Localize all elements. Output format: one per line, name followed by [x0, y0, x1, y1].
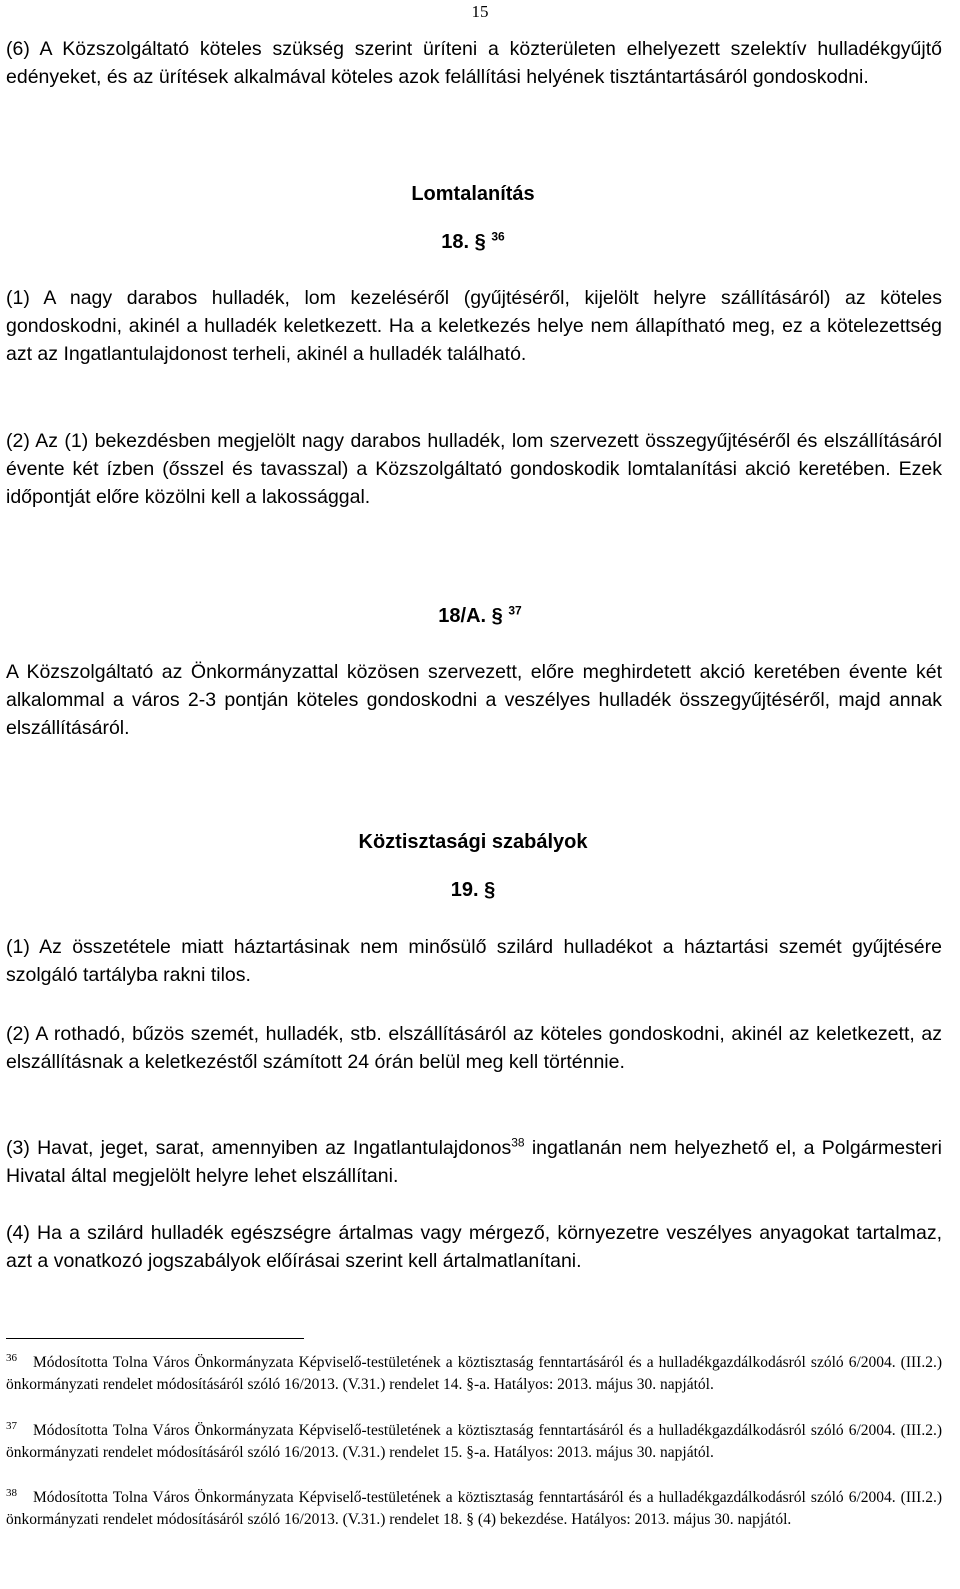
footnote-ref-36[interactable]: 36: [491, 229, 505, 244]
section-18a-heading: [0, 602, 960, 630]
footnote-37: [6, 1420, 942, 1463]
footnote-36-number: 36: [6, 1351, 17, 1364]
section-18a-label: 18/A. §: [438, 605, 503, 627]
footnote-ref-38[interactable]: 38: [511, 1135, 525, 1150]
section-19-paragraph-1: (1) Az összetétele miatt háztartásinak nem minősülő szilárd hulladékot a háztartási szemét gyűjtésére szolgáló tartályba rakni tilos.: [6, 936, 942, 986]
section-18a-paragraph: A Közszolgáltató az Önkormányzattal közösen szervezett, előre meghirdetett akció keretében évente két alkalommal a város 2-3 pontján köteles gondoskodni a veszélyes hulladék összegyűjtéséről, majd annak elszállításáról.: [6, 661, 942, 739]
footnote-38-text: Módosította Tolna Város Önkormányzata Képviselő-testületének a köztisztaság fenntartásáról és a hulladékgazdálkodásról szóló 6/2004. (III.2.) önkormányzati rendelet módosításáról szóló 16/2013. (V.31.) rendelet 18. § (4) bekezdése. Hatályos: 2013. május 30. napjától.: [6, 1489, 942, 1528]
footnote-38-number: 38: [6, 1486, 17, 1499]
footnote-38: [6, 1487, 942, 1530]
paragraph-6: (6) A Közszolgáltató köteles szükség szerint üríteni a közterületen elhelyezett szelektív hulladékgyűjtő edényeket, és az ürítések alkalmával köteles azok felállítási helyének tisztántartásáról gondoskodni.: [6, 38, 942, 88]
section-19-paragraph-3-part-a: (3) Havat, jeget, sarat, amennyiben az Ingatlantulajdonos: [6, 1137, 512, 1159]
footnote-36-text: Módosította Tolna Város Önkormányzata Képviselő-testületének a köztisztaság fenntartásáról és a hulladékgazdálkodásról szóló 6/2004. (III.2.) önkormányzati rendelet módosításáról szóló 16/2013. (V.31.) rendelet 14. §-a. Hatályos: 2013. május 30. napjától.: [6, 1354, 942, 1393]
section-19-paragraph-3: [6, 1134, 942, 1190]
section-18-label: 18. §: [441, 231, 486, 253]
section-19-paragraph-4: (4) Ha a szilárd hulladék egészségre ártalmas vagy mérgező, környezetre veszélyes anyagokat tartalmaz, azt a vonatkozó jogszabályok előírásai szerint kell ártalmatlanítani.: [6, 1222, 942, 1272]
page-number: 15: [471, 2, 489, 21]
section-19-heading: 19. §: [450, 879, 496, 901]
footnote-ref-37[interactable]: 37: [508, 603, 522, 618]
section-19-paragraph-3-part-b: ingatlanán nem helyezhető el, a Polgármesteri Hivatal által megjelölt helyre lehet elszállítani.: [6, 1137, 942, 1187]
section-19-paragraph-2: (2) A rothadó, bűzös szemét, hulladék, stb. elszállításáról az köteles gondoskodni, akinél az keletkezett, az elszállításnak a keletkezéstől számított 24 órán belül meg kell történnie.: [6, 1023, 942, 1073]
section-18-paragraph-1: (1) A nagy darabos hulladék, lom kezeléséről (gyűjtéséről, kijelölt helyre szállításáról) az köteles gondoskodni, akinél a hulladék keletkezett. Ha a keletkezés helye nem állapítható meg, ez a kötelezettség azt az Ingatlantulajdonost terheli, akinél a hulladék található.: [6, 287, 942, 365]
section-18-heading: [0, 228, 946, 256]
footnote-36: [6, 1352, 942, 1395]
heading-koztisztasagi-szabalyok: Köztisztasági szabályok: [358, 831, 588, 853]
footnote-separator: [6, 1338, 304, 1339]
footnote-37-number: 37: [6, 1419, 17, 1432]
heading-lomtalanitas: Lomtalanítás: [411, 183, 535, 205]
section-18-paragraph-2: (2) Az (1) bekezdésben megjelölt nagy darabos hulladék, lom szervezett összegyűjtéséről és elszállításáról évente két ízben (ősszel és tavasszal) a Közszolgáltató gondoskodik lomtalanítási akció keretében. Ezek időpontját előre közölni kell a lakossággal.: [6, 430, 942, 508]
footnote-37-text: Módosította Tolna Város Önkormányzata Képviselő-testületének a köztisztaság fenntartásáról és a hulladékgazdálkodásról szóló 6/2004. (III.2.) önkormányzati rendelet módosításáról szóló 16/2013. (V.31.) rendelet 15. §-a. Hatályos: 2013. május 30. napjától.: [6, 1422, 942, 1461]
